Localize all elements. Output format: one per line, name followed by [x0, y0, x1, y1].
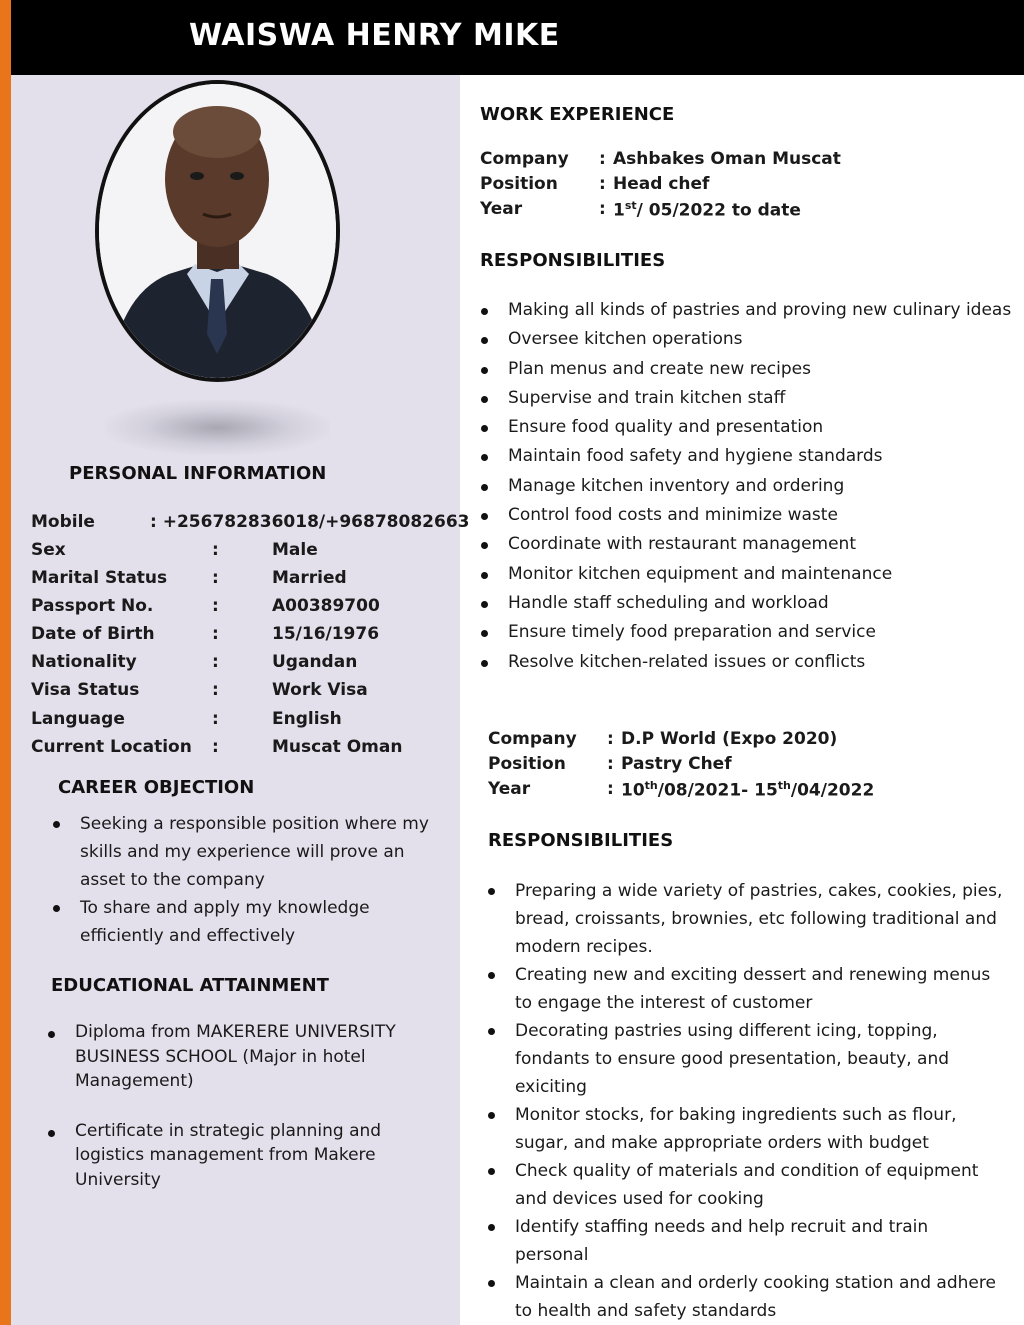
info-label: Passport No.: [31, 596, 154, 616]
field-separator: :: [607, 779, 614, 799]
list-item: Manage kitchen inventory and ordering: [478, 472, 1013, 501]
info-separator: :: [212, 652, 219, 672]
list-item: To share and apply my knowledge efficiently and effectively: [50, 894, 430, 950]
year-superscript: st: [624, 199, 637, 212]
info-row: [31, 596, 451, 622]
list-item: Making all kinds of pastries and proving new culinary ideas: [478, 296, 1013, 325]
list-item: Handle staff scheduling and workload: [478, 589, 1013, 618]
info-value: Married: [272, 568, 347, 588]
job2-position-row: [488, 754, 1008, 779]
field-value: Ashbakes Oman Muscat: [613, 149, 841, 169]
job1-responsibilities-list: [478, 296, 1013, 677]
portrait-illustration: [99, 84, 336, 378]
info-row-mobile: [31, 512, 470, 538]
field-separator: :: [607, 729, 614, 749]
education-title: EDUCATIONAL ATTAINMENT: [51, 975, 329, 996]
info-label: Visa Status: [31, 680, 140, 700]
list-item: Oversee kitchen operations: [478, 325, 1013, 354]
year-part: / 05/2022 to date: [636, 200, 801, 221]
job1-position-row: [480, 174, 1000, 199]
info-value: 15/16/1976: [272, 624, 380, 644]
info-value: : +256782836018/+96878082663: [150, 512, 470, 532]
field-label: Position: [480, 174, 558, 194]
career-objection-list: [50, 810, 430, 950]
field-label: Company: [480, 149, 569, 169]
field-label: Year: [480, 199, 523, 219]
info-value: English: [272, 709, 342, 729]
list-item: Identify staffing needs and help recruit and train personal: [485, 1213, 1005, 1269]
field-label: Position: [488, 754, 566, 774]
personal-info-title: PERSONAL INFORMATION: [69, 463, 327, 484]
info-value: Work Visa: [272, 680, 368, 700]
list-item: Seeking a responsible position where my skills and my experience will prove an asset to the company: [50, 810, 430, 894]
list-item: Coordinate with restaurant management: [478, 530, 1013, 559]
job1-year-row: [480, 199, 1000, 224]
list-item: Maintain a clean and orderly cooking station and adhere to health and safety standards: [485, 1269, 1005, 1325]
list-item: Supervise and train kitchen staff: [478, 384, 1013, 413]
profile-photo-frame: [95, 80, 340, 382]
field-value: D.P World (Expo 2020): [621, 729, 838, 749]
info-label: Marital Status: [31, 568, 168, 588]
info-value: A00389700: [272, 596, 380, 616]
list-item: Ensure timely food preparation and service: [478, 618, 1013, 647]
info-row: [31, 709, 451, 735]
list-item: Creating new and exciting dessert and renewing menus to engage the interest of customer: [485, 961, 1005, 1017]
info-label: Sex: [31, 540, 66, 560]
info-label: Language: [31, 709, 125, 729]
education-list: [45, 1020, 415, 1192]
field-value: [613, 199, 801, 221]
info-row: [31, 737, 451, 763]
list-item: Plan menus and create new recipes: [478, 355, 1013, 384]
year-part: /08/2021- 15: [657, 780, 778, 801]
info-row: [31, 624, 451, 650]
work-experience-title: WORK EXPERIENCE: [480, 104, 675, 125]
list-item: Resolve kitchen-related issues or conflicts: [478, 648, 1013, 677]
info-label: Nationality: [31, 652, 137, 672]
field-label: Year: [488, 779, 531, 799]
field-separator: :: [599, 174, 606, 194]
year-part: 10: [621, 780, 645, 801]
job2-responsibilities-list: [485, 877, 1005, 1325]
info-separator: :: [212, 737, 219, 757]
list-item: Maintain food safety and hygiene standards: [478, 442, 1013, 471]
list-item: Preparing a wide variety of pastries, cakes, cookies, pies, bread, croissants, brownies, etc following traditional and modern recipes.: [485, 877, 1005, 961]
info-separator: :: [212, 540, 219, 560]
info-separator: :: [212, 624, 219, 644]
photo-shadow: [105, 400, 330, 455]
info-separator: :: [212, 596, 219, 616]
list-item: Diploma from MAKERERE UNIVERSITY BUSINESS SCHOOL (Major in hotel Management): [45, 1020, 415, 1094]
year-superscript: th: [644, 779, 658, 792]
field-separator: :: [599, 149, 606, 169]
orange-accent-bar: [0, 0, 11, 1325]
field-value: Head chef: [613, 174, 710, 194]
info-row: [31, 652, 451, 678]
info-label: Date of Birth: [31, 624, 155, 644]
header-bar: [11, 0, 1024, 75]
info-separator: :: [212, 680, 219, 700]
list-item: Certificate in strategic planning and logistics management from Makere University: [45, 1119, 415, 1193]
field-value: Pastry Chef: [621, 754, 732, 774]
candidate-name: WAISWA HENRY MIKE: [189, 18, 560, 53]
info-row: [31, 680, 451, 706]
info-row: [31, 540, 451, 566]
info-separator: :: [212, 709, 219, 729]
field-value: [621, 779, 874, 801]
year-part: 1: [613, 200, 625, 221]
job2-company-row: [488, 729, 1008, 754]
field-separator: :: [607, 754, 614, 774]
list-item: Check quality of materials and condition of equipment and devices used for cooking: [485, 1157, 1005, 1213]
year-part: /04/2022: [790, 780, 875, 801]
list-item: Decorating pastries using different icing, topping, fondants to ensure good presentation, beauty, and exiciting: [485, 1017, 1005, 1101]
info-label: Mobile: [31, 512, 95, 532]
list-item: Monitor stocks, for baking ingredients such as flour, sugar, and make appropriate orders with budget: [485, 1101, 1005, 1157]
career-objection-title: CAREER OBJECTION: [58, 777, 255, 798]
info-value: Ugandan: [272, 652, 358, 672]
field-label: Company: [488, 729, 577, 749]
info-value: Muscat Oman: [272, 737, 403, 757]
info-value: Male: [272, 540, 318, 560]
job1-responsibilities-title: RESPONSIBILITIES: [480, 250, 666, 271]
job1-company-row: [480, 149, 1000, 174]
info-label: Current Location: [31, 737, 192, 757]
job2-responsibilities-title: RESPONSIBILITIES: [488, 830, 674, 851]
list-item: Monitor kitchen equipment and maintenance: [478, 560, 1013, 589]
list-item: Control food costs and minimize waste: [478, 501, 1013, 530]
profile-photo: [99, 84, 336, 378]
info-row: [31, 568, 451, 594]
job2-year-row: [488, 779, 1008, 804]
year-superscript: th: [777, 779, 791, 792]
info-separator: :: [212, 568, 219, 588]
field-separator: :: [599, 199, 606, 219]
list-item: Ensure food quality and presentation: [478, 413, 1013, 442]
